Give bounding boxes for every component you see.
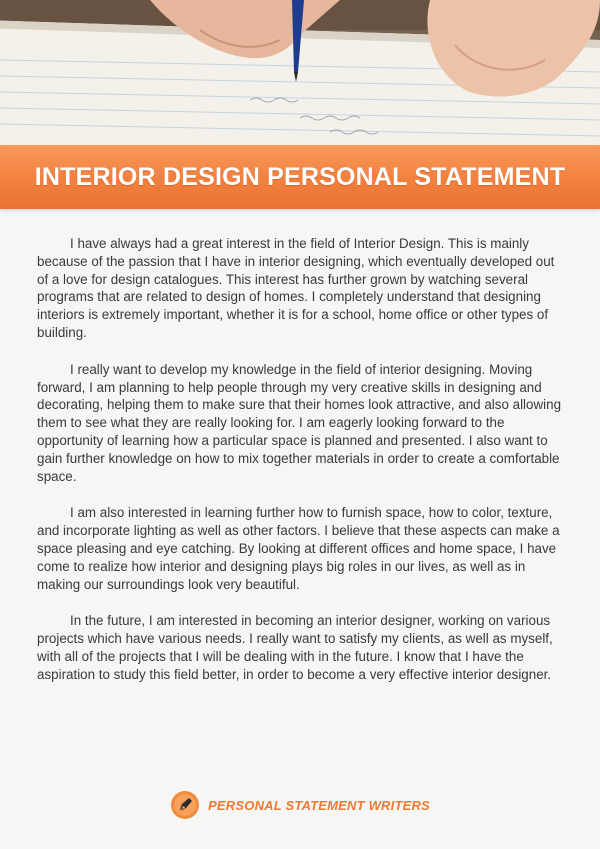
paragraph-4: In the future, I am interested in becoming an interior designer, working on various projects which have various needs. I really want to satisfy my clients, as well as myself, with all of the projects that I will be dealing with in the future. I know that I have the aspiration to study this field better, in order to become a very effective interior designer.	[37, 613, 553, 682]
footer-brand	[0, 787, 600, 823]
header-photo	[0, 0, 600, 150]
title-banner	[0, 145, 600, 209]
brand-name: PERSONAL STATEMENT WRITERS	[208, 797, 430, 813]
statement-body	[37, 235, 567, 703]
hand-writing-illustration	[0, 0, 600, 150]
paragraph-2: I really want to develop my knowledge in the field of interior designing. Moving forward, I am planning to help people through my very creative skills in designing and decorating, helping them to make sure that their homes look attractive, and also allowing them to see what they are really looking for. I am eagerly looking forward to the opportunity of learning how a particular space is planned and presented. I also want to gain further knowledge on how to mix together materials in order to create a comfortable space.	[37, 361, 562, 484]
page-title: INTERIOR DESIGN PERSONAL STATEMENT	[34, 162, 566, 191]
pen-nib-icon	[170, 790, 200, 820]
paragraph-1: I have always had a great interest in the field of Interior Design. This is mainly because of the passion that I have in interior designing, which eventually developed out of a love for design catalogues. This interest has further grown by watching several programs that are related to design of homes. I completely understand that designing interiors is extremely important, whether it is for a school, home office or other types of building.	[37, 236, 555, 340]
paragraph-3: I am also interested in learning further how to furnish space, how to color, texture, and incorporate lighting as well as other factors. I believe that these aspects can make a space pleasing and eye catching. By looking at different offices and home space, I have come to realize how interior and designing plays big roles in our lives, as well as in making our surroundings look very beautiful.	[37, 505, 560, 592]
